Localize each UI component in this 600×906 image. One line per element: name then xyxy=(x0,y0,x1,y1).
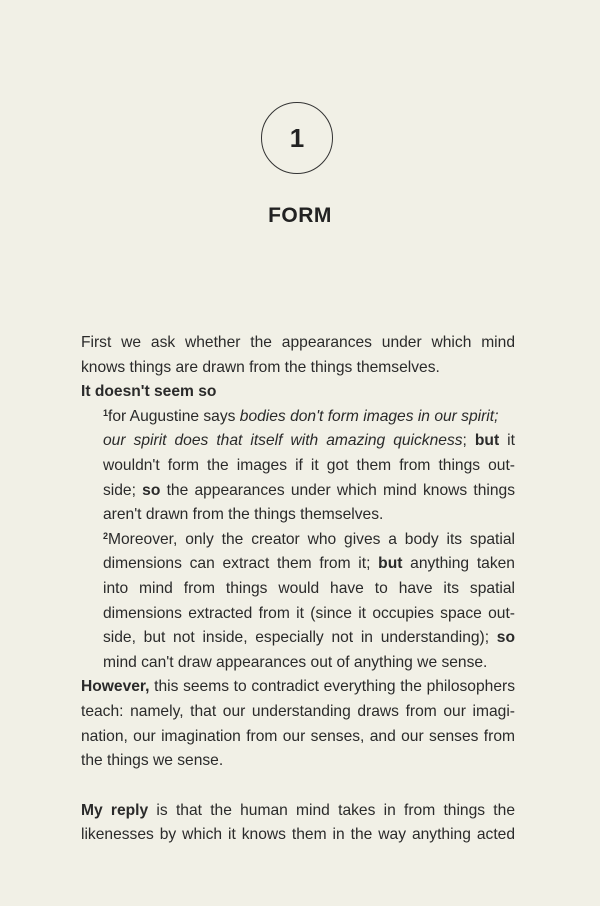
text-line: side; so the appearances under which mind knows things xyxy=(103,481,515,499)
text-line: $^1$for Augustine says bodies don't form images in our spirit; xyxy=(103,407,499,425)
paragraph-gap xyxy=(81,774,515,799)
text-line: $^2$Moreover, only the creator who gives a body its spatial xyxy=(103,530,515,548)
chapter-title: FORM xyxy=(268,204,332,227)
text-line: nation, our imagination from our senses, and our senses from xyxy=(81,727,515,745)
text-line: aren't drawn from the things themselves. xyxy=(103,506,384,524)
text-line: dimensions can extract them from it; but anything taken xyxy=(103,555,515,573)
chapter-number-circle xyxy=(261,102,333,174)
text-line: teach: namely, that our understanding draws from our imagi- xyxy=(81,702,515,720)
text-line: However, this seems to contradict everything the philosophers xyxy=(81,678,515,696)
chapter-number: 1 xyxy=(289,122,305,153)
argument-number: 1 xyxy=(103,407,109,418)
text-line: knows things are drawn from the things themselves. xyxy=(81,358,440,376)
body-text xyxy=(81,331,515,848)
text-line: wouldn't form the images if it got them from things out- xyxy=(103,456,515,474)
text-line: side, but not inside, especially not in understanding); so xyxy=(103,629,515,647)
text-line: My reply is that the human mind takes in from things the xyxy=(81,801,515,819)
text-line: into mind from things would have to have its spatial xyxy=(103,579,515,597)
text-line: the things we sense. xyxy=(81,752,224,770)
text-line: mind can't draw appearances out of anything we sense. xyxy=(103,653,488,671)
text-line: First we ask whether the appearances under which mind xyxy=(81,334,515,351)
argument-number: 2 xyxy=(103,530,109,541)
text-line: likenesses by which it knows them in the way anything acted xyxy=(81,826,515,844)
text-line: our spirit does that itself with amazing quickness; but it xyxy=(103,432,515,450)
objection-heading: It doesn't seem so xyxy=(81,383,217,401)
text-line: dimensions extracted from it (since it occupies space out- xyxy=(103,604,515,622)
